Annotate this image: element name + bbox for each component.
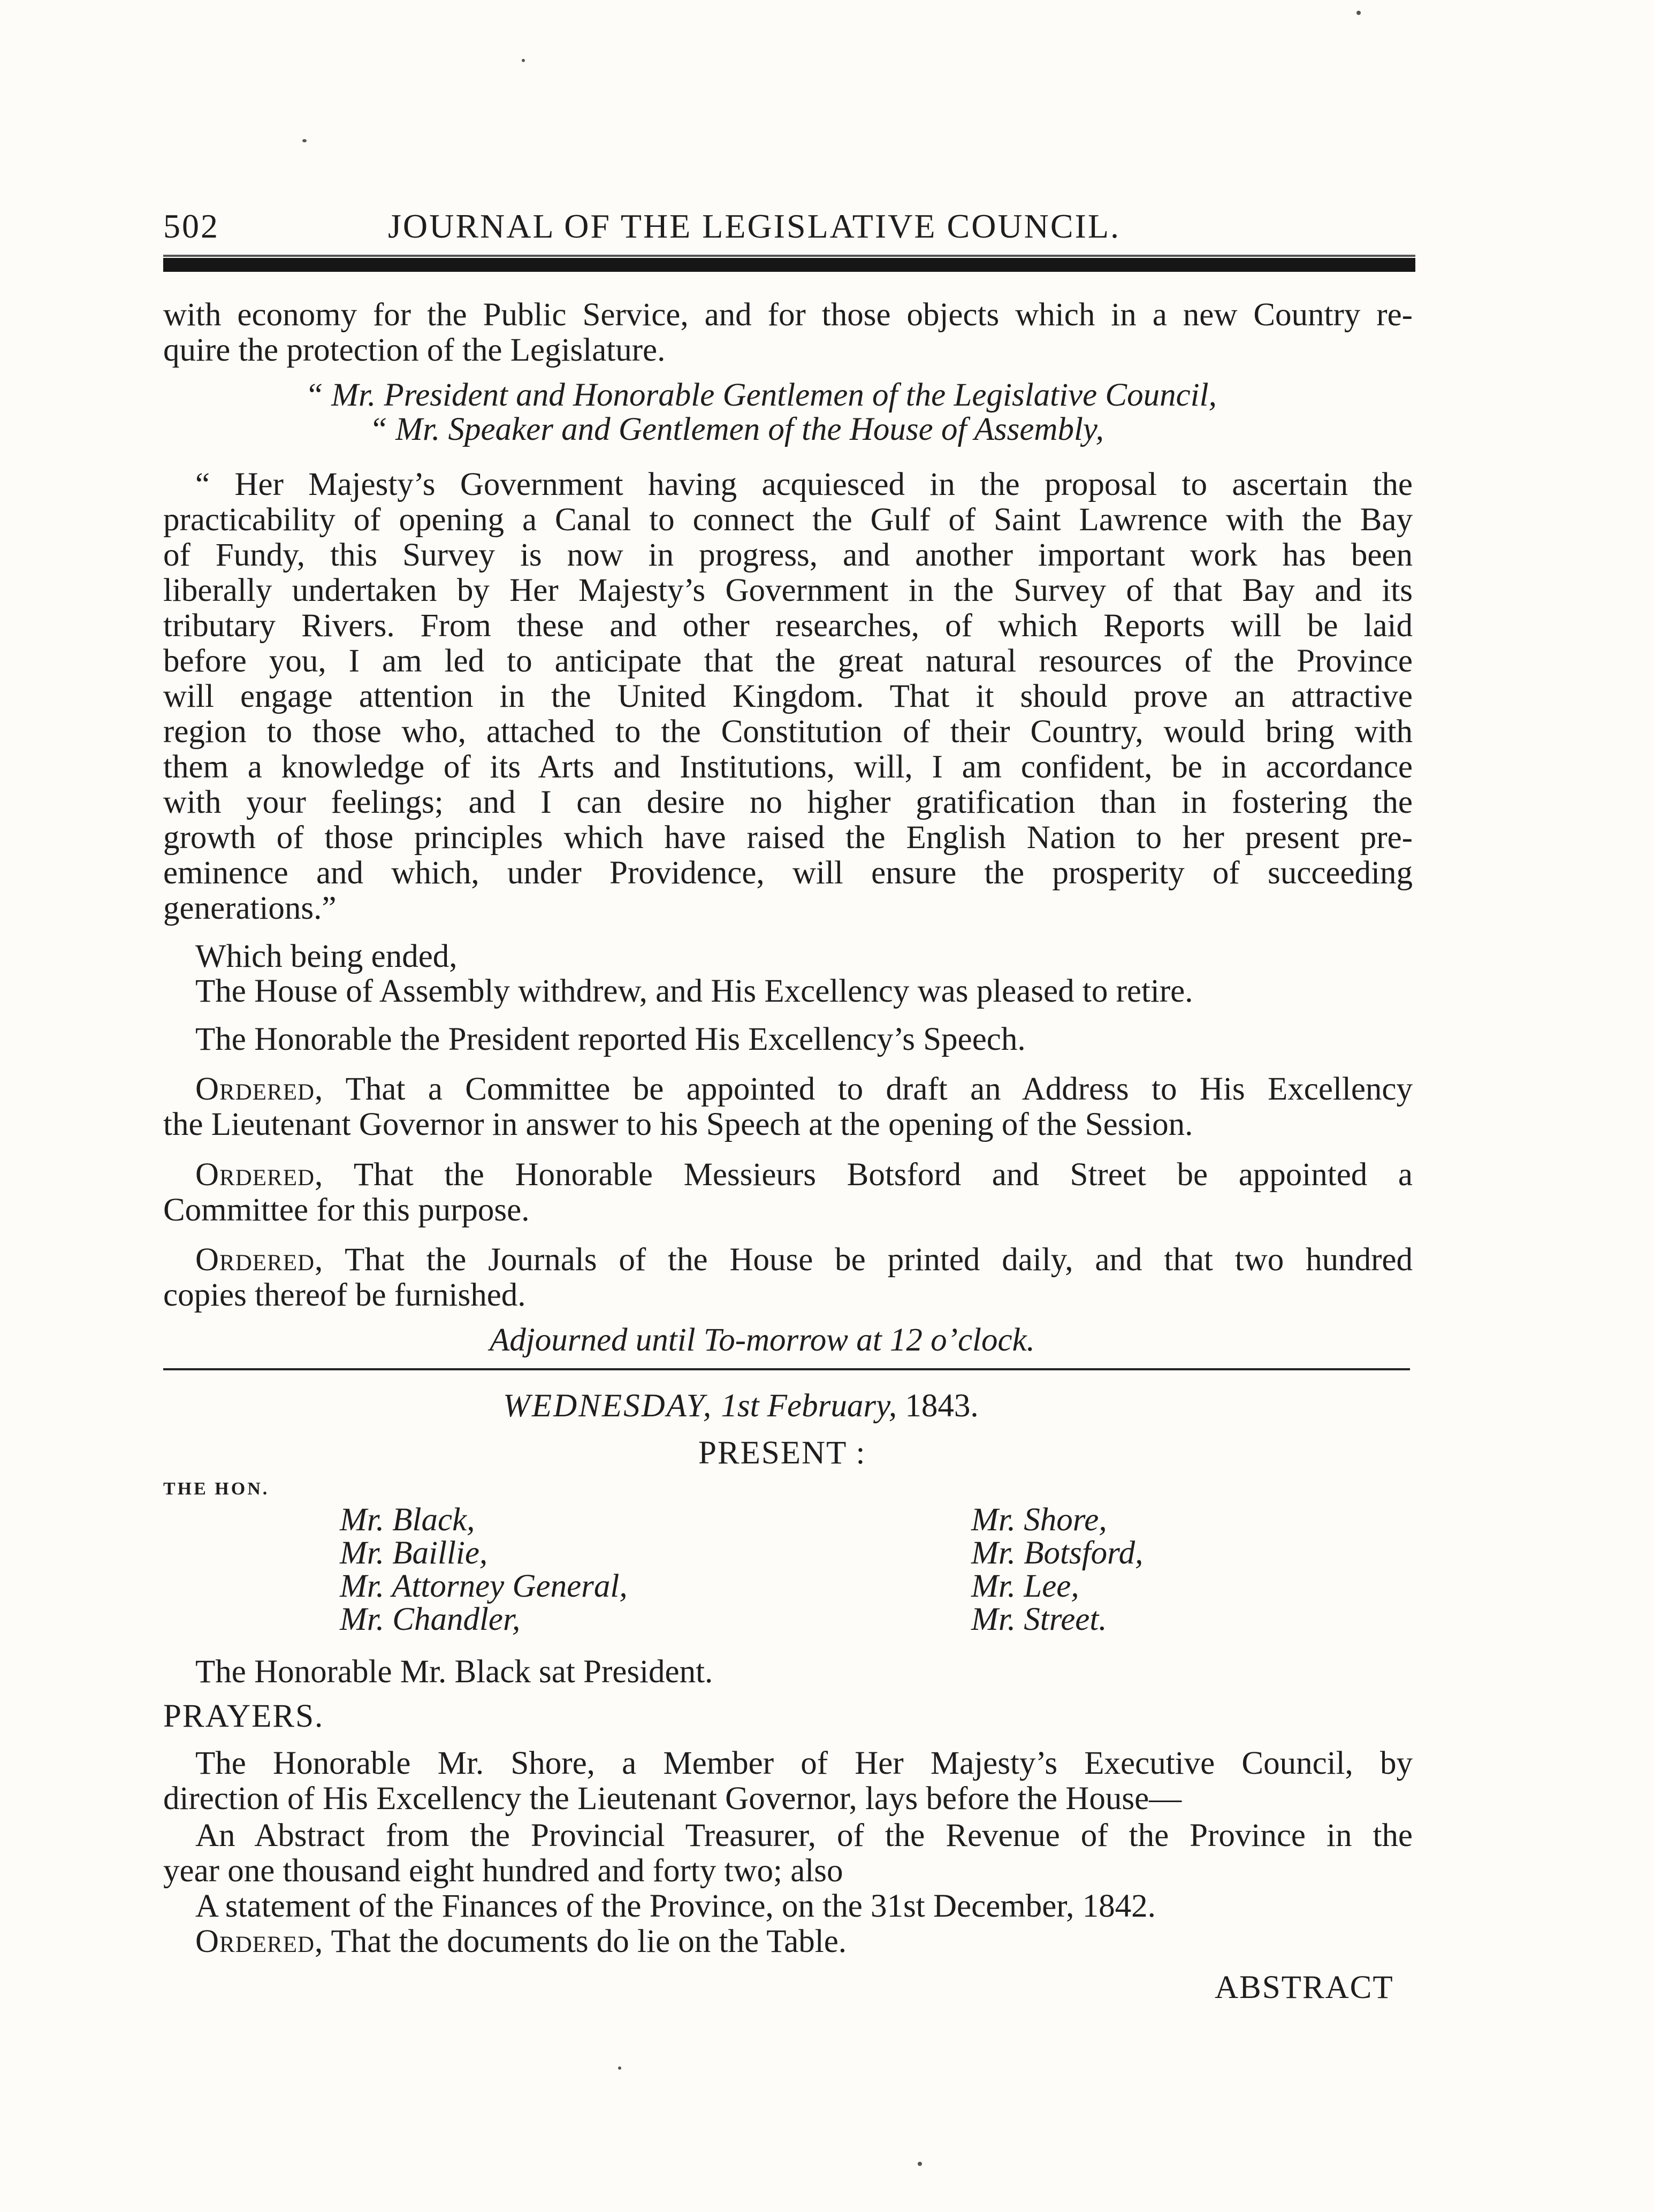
text-line: with economy for the Public Service, and for those objects which in a new Country re- xyxy=(163,297,1413,333)
member-name: Mr. Lee, xyxy=(971,1568,1079,1604)
the-hon-label: THE HON. xyxy=(163,1479,270,1499)
order-text: That the Honorable Messieurs Botsford and Street be appointed a xyxy=(353,1157,1413,1193)
member-name: Mr. Baillie, xyxy=(340,1535,488,1571)
text-line: Committee for this purpose. xyxy=(163,1192,530,1228)
text-line: The Honorable Mr. Shore, a Member of Her Majesty’s Executive Council, by xyxy=(195,1745,1413,1781)
text-line: Which being ended, xyxy=(195,939,458,974)
text-line: quire the protection of the Legislature. xyxy=(163,332,666,368)
member-name: Mr. Chandler, xyxy=(340,1601,521,1637)
date-month: 1st February, xyxy=(721,1388,897,1424)
order-text: That the Journals of the House be printed daily, and that two hundred xyxy=(345,1242,1413,1278)
text-line: generations.” xyxy=(163,890,337,926)
order-paragraph xyxy=(195,1242,1413,1278)
text-line: will engage attention in the United Kingdom. That it should prove an attractive xyxy=(163,678,1413,714)
section-rule xyxy=(163,1368,1410,1370)
text-line: practicability of opening a Canal to connect the Gulf of Saint Lawrence with the Bay xyxy=(163,502,1413,538)
date-heading xyxy=(503,1389,979,1424)
text-line: copies thereof be furnished. xyxy=(163,1277,526,1313)
address-line: “ Mr. President and Honorable Gentlemen of the Legislative Council, xyxy=(305,377,1217,413)
catchword: ABSTRACT xyxy=(1215,1970,1394,2005)
text-line: The House of Assembly withdrew, and His Excellency was pleased to retire. xyxy=(195,973,1193,1009)
text-line: before you, I am led to anticipate that the great natural resources of the Province xyxy=(163,643,1413,679)
ordered-label: Ordered, xyxy=(195,1924,324,1959)
text-line: region to those who, attached to the Constitution of their Country, would bring with xyxy=(163,714,1413,750)
text-line: A statement of the Finances of the Province, on the 31st December, 1842. xyxy=(195,1888,1156,1924)
member-name: Mr. Botsford, xyxy=(971,1535,1144,1571)
text-line: liberally undertaken by Her Majesty’s Government in the Survey of that Bay and its xyxy=(163,573,1413,608)
text-line: with your feelings; and I can desire no higher gratification than in fostering the xyxy=(163,784,1413,820)
scan-speck xyxy=(918,2162,922,2166)
text-line: the Lieutenant Governor in answer to his Speech at the opening of the Session. xyxy=(163,1107,1193,1142)
text-line: eminence and which, under Providence, will ensure the prosperity of succeeding xyxy=(163,855,1413,891)
text-line: “ Her Majesty’s Government having acquiesced in the proposal to ascertain the xyxy=(195,467,1413,502)
text-line: of Fundy, this Survey is now in progress, and another important work has been xyxy=(163,537,1413,573)
text-line: direction of His Excellency the Lieutenant Governor, lays before the House— xyxy=(163,1781,1182,1817)
member-name: Mr. Shore, xyxy=(971,1502,1107,1538)
adjourned-line: Adjourned until To-morrow at 12 o’clock. xyxy=(490,1322,1035,1358)
text-line: The Honorable the President reported His Excellency’s Speech. xyxy=(195,1021,1026,1057)
running-title: JOURNAL OF THE LEGISLATIVE COUNCIL. xyxy=(388,207,1121,245)
ordered-label: Ordered, xyxy=(195,1157,324,1193)
address-line: “ Mr. Speaker and Gentlemen of the House of Assembly, xyxy=(369,411,1104,447)
order-paragraph xyxy=(195,1072,1413,1107)
header-rule-top xyxy=(163,255,1415,257)
member-name: Mr. Black, xyxy=(340,1502,475,1538)
member-name: Mr. Attorney General, xyxy=(340,1568,628,1604)
order-text: That the documents do lie on the Table. xyxy=(331,1924,847,1959)
order-text: That a Committee be appointed to draft an Address to His Excellency xyxy=(345,1071,1413,1107)
text-line: tributary Rivers. From these and other researches, of which Reports will be laid xyxy=(163,608,1413,644)
order-paragraph xyxy=(195,1157,1413,1193)
header-rule xyxy=(163,258,1415,272)
member-name: Mr. Street. xyxy=(971,1601,1107,1637)
text-line: The Honorable Mr. Black sat President. xyxy=(195,1654,713,1690)
scan-speck xyxy=(1356,11,1361,15)
scan-speck xyxy=(522,59,525,62)
scan-speck xyxy=(618,2066,621,2070)
ordered-label: Ordered, xyxy=(195,1242,324,1278)
text-line: year one thousand eight hundred and forty two; also xyxy=(163,1853,843,1889)
prayers-heading: PRAYERS. xyxy=(163,1698,324,1734)
scan-speck xyxy=(302,139,307,142)
ordered-label: Ordered, xyxy=(195,1071,324,1107)
order-paragraph xyxy=(195,1924,847,1959)
text-line: An Abstract from the Provincial Treasurer, of the Revenue of the Province in the xyxy=(195,1818,1413,1853)
date-day: WEDNESDAY, xyxy=(503,1388,713,1424)
text-line: them a knowledge of its Arts and Institutions, will, I am confident, be in accordance xyxy=(163,749,1413,785)
present-heading: PRESENT : xyxy=(698,1435,866,1471)
page-number: 502 xyxy=(163,207,219,245)
text-line: growth of those principles which have raised the English Nation to her present pre- xyxy=(163,820,1413,856)
date-year: 1843. xyxy=(905,1388,979,1424)
